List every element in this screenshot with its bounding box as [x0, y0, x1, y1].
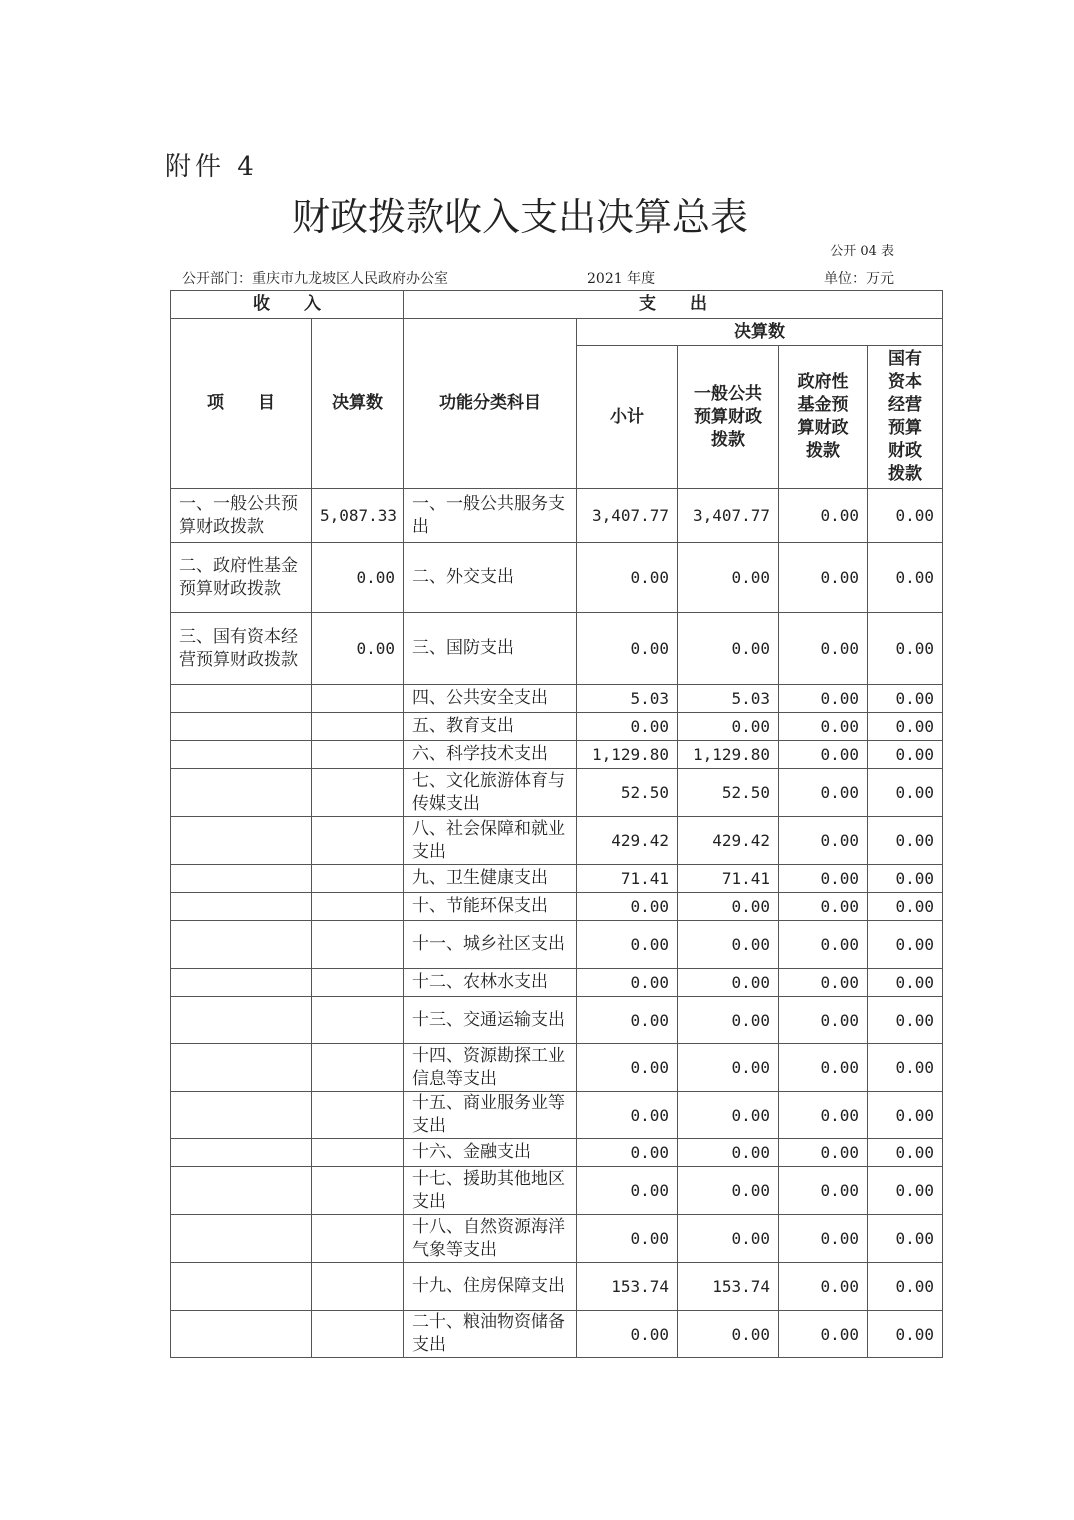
state-capital-cell: 0.00 [868, 1092, 943, 1139]
gov-fund-cell: 0.00 [779, 893, 868, 921]
gov-fund-header: 政府性基金预算财政拨款 [779, 346, 868, 489]
gov-fund-cell: 0.00 [779, 489, 868, 543]
income-amount-cell: 0.00 [312, 543, 404, 613]
gov-fund-cell: 0.00 [779, 613, 868, 685]
income-amount-cell [312, 969, 404, 997]
category-cell: 十四、资源勘探工业信息等支出 [404, 1044, 577, 1092]
income-amount-cell [312, 1167, 404, 1215]
category-cell: 十七、援助其他地区支出 [404, 1167, 577, 1215]
gov-fund-cell: 0.00 [779, 1092, 868, 1139]
income-item-cell [171, 865, 312, 893]
table-row [171, 1139, 943, 1167]
income-amount-cell [312, 1139, 404, 1167]
state-capital-cell: 0.00 [868, 1263, 943, 1311]
income-item-cell: 三、国有资本经营预算财政拨款 [171, 613, 312, 685]
table-row [171, 769, 943, 817]
income-item-cell [171, 713, 312, 741]
general-budget-cell: 52.50 [678, 769, 779, 817]
page-title: 财政拨款收入支出决算总表 [291, 195, 748, 239]
category-cell: 十五、商业服务业等支出 [404, 1092, 577, 1139]
gov-fund-cell: 0.00 [779, 1139, 868, 1167]
income-amount-cell [312, 893, 404, 921]
state-capital-cell: 0.00 [868, 1215, 943, 1263]
category-cell: 三、国防支出 [404, 613, 577, 685]
general-budget-cell: 0.00 [678, 543, 779, 613]
income-amount-cell [312, 741, 404, 769]
income-item-cell [171, 997, 312, 1044]
income-item-cell [171, 817, 312, 865]
subtotal-cell: 0.00 [577, 1215, 678, 1263]
state-capital-cell: 0.00 [868, 1311, 943, 1358]
subtotal-cell: 0.00 [577, 543, 678, 613]
subtotal-cell: 0.00 [577, 1311, 678, 1358]
gov-fund-cell: 0.00 [779, 921, 868, 969]
general-budget-cell: 0.00 [678, 969, 779, 997]
subtotal-cell: 0.00 [577, 893, 678, 921]
unit: 单位：万元 [824, 271, 894, 287]
state-capital-header: 国有资本经营预算财政拨款 [868, 346, 943, 489]
table-row [171, 543, 943, 613]
income-amount-cell: 5,087.33 [312, 489, 404, 543]
general-budget-cell: 0.00 [678, 997, 779, 1044]
state-capital-cell: 0.00 [868, 1044, 943, 1092]
income-item-cell [171, 769, 312, 817]
subtotal-cell: 0.00 [577, 1139, 678, 1167]
item-header: 项 目 [171, 319, 312, 489]
general-budget-cell: 0.00 [678, 613, 779, 685]
category-cell: 一、一般公共服务支出 [404, 489, 577, 543]
general-budget-header: 一般公共预算财政拨款 [678, 346, 779, 489]
expense-header: 支 出 [404, 291, 943, 319]
income-amount-cell [312, 1311, 404, 1358]
general-budget-cell: 71.41 [678, 865, 779, 893]
subtotal-cell: 0.00 [577, 997, 678, 1044]
income-amount-header: 决算数 [312, 319, 404, 489]
state-capital-cell: 0.00 [868, 997, 943, 1044]
gov-fund-cell: 0.00 [779, 865, 868, 893]
subtotal-cell: 3,407.77 [577, 489, 678, 543]
subtotal-cell: 0.00 [577, 613, 678, 685]
general-budget-cell: 0.00 [678, 1311, 779, 1358]
subtotal-cell: 0.00 [577, 713, 678, 741]
subtotal-cell: 0.00 [577, 1167, 678, 1215]
table-row [171, 893, 943, 921]
gov-fund-cell: 0.00 [779, 1044, 868, 1092]
final-amount-header: 决算数 [577, 319, 943, 346]
general-budget-cell: 153.74 [678, 1263, 779, 1311]
gov-fund-cell: 0.00 [779, 741, 868, 769]
table-row [171, 1167, 943, 1215]
state-capital-cell: 0.00 [868, 613, 943, 685]
category-header: 功能分类科目 [404, 319, 577, 489]
table-row [171, 1311, 943, 1358]
category-cell: 十二、农林水支出 [404, 969, 577, 997]
income-item-cell [171, 741, 312, 769]
category-cell: 十八、自然资源海洋气象等支出 [404, 1215, 577, 1263]
table-number: 公开 04 表 [830, 244, 894, 259]
income-amount-cell [312, 1215, 404, 1263]
subtotal-cell: 5.03 [577, 685, 678, 713]
subtotal-cell: 0.00 [577, 921, 678, 969]
state-capital-cell: 0.00 [868, 1139, 943, 1167]
general-budget-cell: 0.00 [678, 1092, 779, 1139]
subtotal-cell: 0.00 [577, 1092, 678, 1139]
income-item-cell [171, 1092, 312, 1139]
income-item-cell [171, 1311, 312, 1358]
category-cell: 八、社会保障和就业支出 [404, 817, 577, 865]
fiscal-year: 2021 年度 [587, 271, 656, 287]
subtotal-cell: 153.74 [577, 1263, 678, 1311]
category-cell: 十九、住房保障支出 [404, 1263, 577, 1311]
income-amount-cell [312, 921, 404, 969]
income-item-cell [171, 685, 312, 713]
income-header: 收 入 [171, 291, 404, 319]
table-row [171, 685, 943, 713]
table-row [171, 741, 943, 769]
gov-fund-cell: 0.00 [779, 997, 868, 1044]
gov-fund-cell: 0.00 [779, 713, 868, 741]
subtotal-cell: 1,129.80 [577, 741, 678, 769]
gov-fund-cell: 0.00 [779, 685, 868, 713]
income-item-cell [171, 1044, 312, 1092]
table-row [171, 713, 943, 741]
subtotal-cell: 429.42 [577, 817, 678, 865]
income-item-cell [171, 1139, 312, 1167]
general-budget-cell: 0.00 [678, 1215, 779, 1263]
table-row [171, 865, 943, 893]
state-capital-cell: 0.00 [868, 713, 943, 741]
table-row [171, 613, 943, 685]
subtotal-header: 小计 [577, 346, 678, 489]
income-item-cell [171, 1263, 312, 1311]
state-capital-cell: 0.00 [868, 685, 943, 713]
attachment-label: 附件 4 [165, 152, 258, 182]
category-cell: 十三、交通运输支出 [404, 997, 577, 1044]
gov-fund-cell: 0.00 [779, 1311, 868, 1358]
gov-fund-cell: 0.00 [779, 1263, 868, 1311]
income-item-cell [171, 893, 312, 921]
general-budget-cell: 0.00 [678, 1167, 779, 1215]
state-capital-cell: 0.00 [868, 865, 943, 893]
state-capital-cell: 0.00 [868, 1167, 943, 1215]
income-item-cell [171, 969, 312, 997]
category-cell: 九、卫生健康支出 [404, 865, 577, 893]
gov-fund-cell: 0.00 [779, 817, 868, 865]
category-cell: 七、文化旅游体育与传媒支出 [404, 769, 577, 817]
category-cell: 二十、粮油物资储备支出 [404, 1311, 577, 1358]
gov-fund-cell: 0.00 [779, 969, 868, 997]
table-row [171, 1215, 943, 1263]
general-budget-cell: 0.00 [678, 713, 779, 741]
gov-fund-cell: 0.00 [779, 543, 868, 613]
general-budget-cell: 1,129.80 [678, 741, 779, 769]
table-row [171, 997, 943, 1044]
general-budget-cell: 429.42 [678, 817, 779, 865]
category-cell: 二、外交支出 [404, 543, 577, 613]
state-capital-cell: 0.00 [868, 489, 943, 543]
category-cell: 六、科学技术支出 [404, 741, 577, 769]
table-row [171, 817, 943, 865]
general-budget-cell: 0.00 [678, 1044, 779, 1092]
state-capital-cell: 0.00 [868, 921, 943, 969]
gov-fund-cell: 0.00 [779, 1167, 868, 1215]
income-item-cell [171, 1215, 312, 1263]
category-cell: 四、公共安全支出 [404, 685, 577, 713]
category-cell: 五、教育支出 [404, 713, 577, 741]
general-budget-cell: 0.00 [678, 1139, 779, 1167]
table-row [171, 1263, 943, 1311]
state-capital-cell: 0.00 [868, 543, 943, 613]
subtotal-cell: 0.00 [577, 1044, 678, 1092]
subtotal-cell: 71.41 [577, 865, 678, 893]
state-capital-cell: 0.00 [868, 741, 943, 769]
table-row [171, 969, 943, 997]
category-cell: 十一、城乡社区支出 [404, 921, 577, 969]
department: 公开部门：重庆市九龙坡区人民政府办公室 [182, 271, 448, 287]
gov-fund-cell: 0.00 [779, 1215, 868, 1263]
category-cell: 十六、金融支出 [404, 1139, 577, 1167]
general-budget-cell: 3,407.77 [678, 489, 779, 543]
general-budget-cell: 0.00 [678, 921, 779, 969]
table-row [171, 1092, 943, 1139]
income-amount-cell [312, 1092, 404, 1139]
income-amount-cell [312, 865, 404, 893]
subtotal-cell: 0.00 [577, 969, 678, 997]
general-budget-cell: 0.00 [678, 893, 779, 921]
subtotal-cell: 52.50 [577, 769, 678, 817]
income-amount-cell [312, 769, 404, 817]
table-row [171, 489, 943, 543]
state-capital-cell: 0.00 [868, 817, 943, 865]
income-item-cell: 一、一般公共预算财政拨款 [171, 489, 312, 543]
state-capital-cell: 0.00 [868, 893, 943, 921]
income-amount-cell [312, 817, 404, 865]
state-capital-cell: 0.00 [868, 969, 943, 997]
income-item-cell: 二、政府性基金预算财政拨款 [171, 543, 312, 613]
income-amount-cell [312, 997, 404, 1044]
gov-fund-cell: 0.00 [779, 769, 868, 817]
table-row [171, 921, 943, 969]
state-capital-cell: 0.00 [868, 769, 943, 817]
budget-table [170, 290, 943, 1358]
income-item-cell [171, 1167, 312, 1215]
income-item-cell [171, 921, 312, 969]
income-amount-cell: 0.00 [312, 613, 404, 685]
income-amount-cell [312, 1044, 404, 1092]
income-amount-cell [312, 685, 404, 713]
table-row [171, 1044, 943, 1092]
general-budget-cell: 5.03 [678, 685, 779, 713]
income-amount-cell [312, 713, 404, 741]
income-amount-cell [312, 1263, 404, 1311]
category-cell: 十、节能环保支出 [404, 893, 577, 921]
